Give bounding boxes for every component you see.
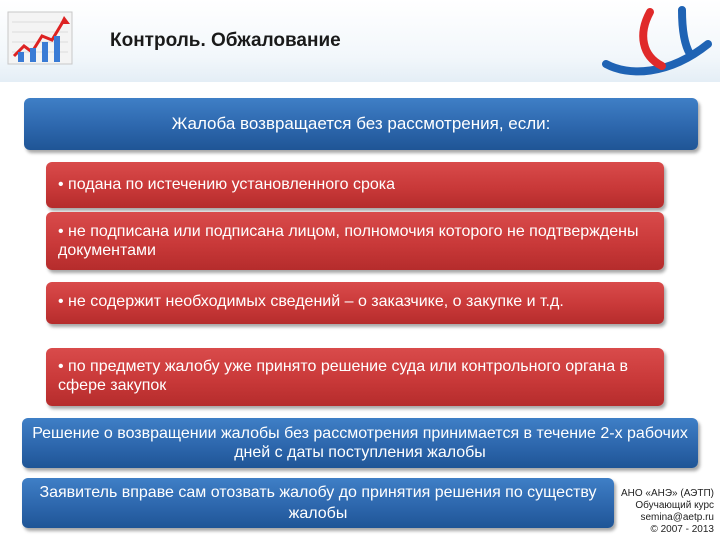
page-title: Контроль. Обжалование bbox=[110, 30, 341, 51]
condition-item: • подана по истечению установленного срока bbox=[46, 162, 664, 208]
withdrawal-box: Заявитель вправе сам отозвать жалобу до принятия решения по существу жалобы bbox=[22, 478, 614, 528]
decision-box: Решение о возвращении жалобы без рассмотрения принимается в течение 2-х рабочих дней с даты поступления жалобы bbox=[22, 418, 698, 468]
condition-item: • по предмету жалобу уже принято решение суда или контрольного органа в сфере закупок bbox=[46, 348, 664, 406]
footer-credits bbox=[604, 488, 714, 536]
swoosh-logo-icon bbox=[598, 4, 718, 80]
intro-box: Жалоба возвращается без рассмотрения, если: bbox=[24, 98, 698, 150]
footer-years: © 2007 - 2013 bbox=[650, 524, 714, 535]
footer-org: АНО «АНЭ» (АЭТП) bbox=[620, 488, 714, 499]
chart-growth-icon bbox=[4, 8, 76, 68]
condition-item: • не подписана или подписана лицом, полномочия которого не подтверждены документами bbox=[46, 212, 664, 270]
slide-header bbox=[0, 0, 720, 82]
condition-item: • не содержит необходимых сведений – о заказчике, о закупке и т.д. bbox=[46, 282, 664, 324]
footer-course: Обучающий курс bbox=[635, 500, 714, 511]
header-divider bbox=[0, 82, 720, 96]
footer-email[interactable]: semina@aetp.ru bbox=[640, 512, 714, 523]
